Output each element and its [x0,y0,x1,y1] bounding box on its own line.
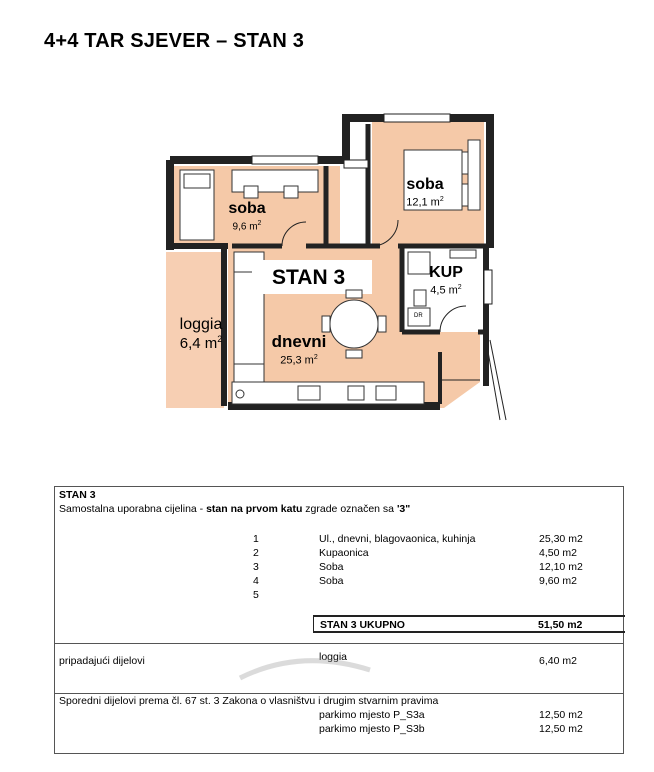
total-row [313,615,625,633]
room-name: dnevni [271,332,327,351]
belonging-name: loggia [319,651,348,663]
room-area: 25,3 $m^2$ [280,354,318,367]
total-label: STAN 3 UKUPNO [320,619,405,631]
belonging-value: 6,40 m2 [539,655,577,667]
room-name: loggia [179,316,223,333]
parking-name: parkimo mjesto P_S3a [319,709,425,721]
page-title: 4+4 TAR SJEVER – STAN 3 [44,30,305,52]
parking-value: 12,50 m2 [539,709,583,721]
apartment-label: STAN 3 [272,266,346,289]
side-parts-label: Sporedni dijelovi prema čl. 67 st. 3 Zakona o vlasništvu i drugim stvarnim pravima [59,695,439,707]
table-description: Samostalna uporabna cijelina - stan na prvom katu zgrade označen sa '3" [59,503,411,515]
watermark-house-icon [230,648,430,698]
belonging-label: pripadajući dijelovi [59,655,145,667]
room-label-dnevni [266,332,332,367]
parking-name: parkimo mjesto P_S3b [319,723,425,735]
room-name: soba [228,200,266,217]
room-area: 4,5 $m^2$ [430,284,462,297]
room-area: 6,4 $m^2$ [179,334,223,352]
watermark-logo [230,648,430,698]
room-label-soba-small [224,200,270,232]
room-area: 9,6 $m^2$ [232,220,262,233]
room-name: KUP [429,264,463,281]
total-value: 51,50 m2 [538,619,583,631]
room-label-kup [424,264,468,297]
dr-label: DR [414,313,423,319]
room-area: 12,1 $m^2$ [406,196,444,209]
room-name: soba [406,176,444,193]
parking-value: 12,50 m2 [539,723,583,735]
room-label-soba-large [400,176,450,209]
table-header: STAN 3 [59,489,96,501]
area-table: STAN 3 Samostalna uporabna cijelina - stan na prvom katu zgrade označen sa '3" 1 Ul., dnevni, blagovaonica, kuhinja 25,30 m2 2 Kupaonica 4,50 m2 3 Soba 12,10 m2 4 Soba 9,60 m2 5 STAN 3 UKUPNO 51,50 m2 pripadajući dijelovi loggia 6,40 m2 Sporedni dijelovi prema čl. 67 st. 3 Zakona o vlasništvu i drugim stvarnim pravima parkimo mjesto P_S3a 12,50 m2 parkimo mjesto P_S3b 12,50 m2 [54,486,624,754]
divider [55,643,623,644]
room-label-loggia [170,316,232,352]
dining-table [330,300,378,348]
